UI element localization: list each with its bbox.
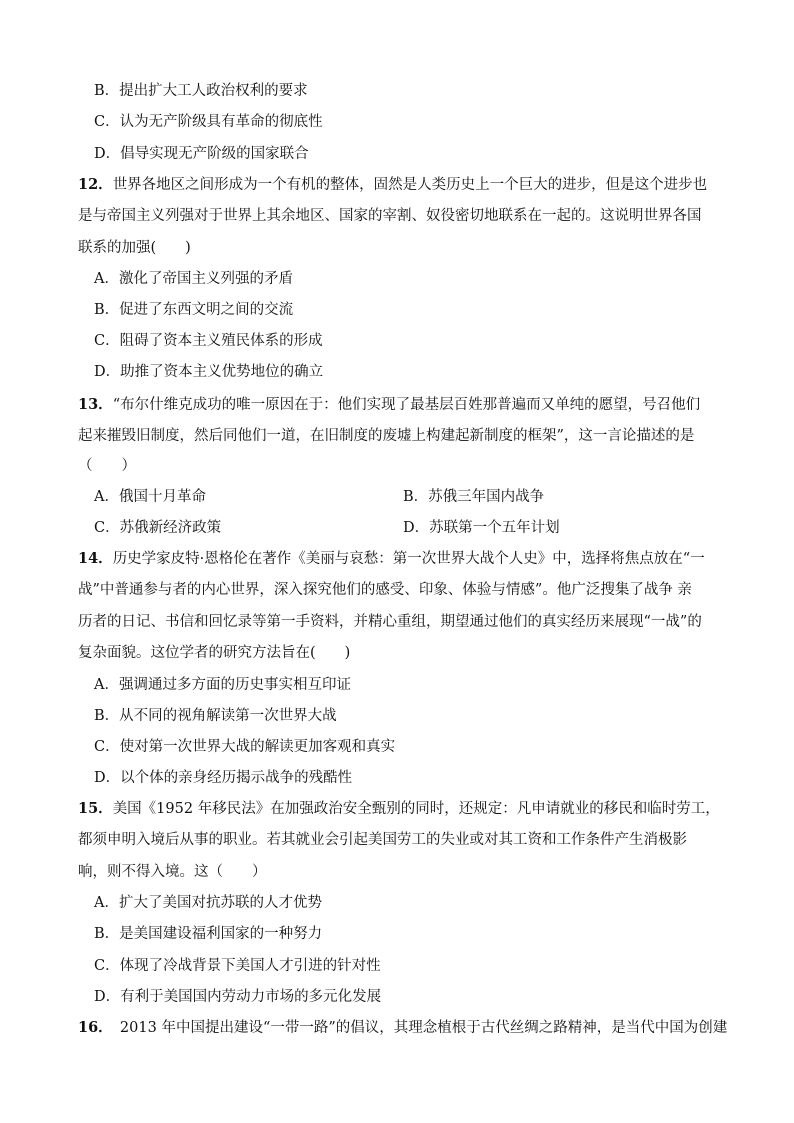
q12-option-c: C．阻碍了资本主义殖民体系的形成 — [94, 333, 323, 349]
q12-option-d: D．助推了资本主义优势地位的确立 — [94, 364, 324, 380]
q14-option-d: D．以个体的亲身经历揭示战争的残酷性 — [94, 770, 353, 786]
q13-option-d: D．苏联第一个五年计划 — [403, 520, 560, 536]
q16-stem-text-1: 2013 年中国提出建设“一带一路”的倡议，其理念植根于古代丝绸之路精神，是当代中国为创建 — [105, 1020, 728, 1036]
q16-number: 16． — [78, 1019, 106, 1036]
q14-stem-line-3: 历者的日记、书信和回忆录等第一手资料，并精心重组，期望通过他们的真实经历来展现“一战”的 — [78, 614, 702, 630]
q12-number: 12． — [78, 176, 113, 193]
q12-option-a: A．激化了帝国主义列强的矛盾 — [94, 271, 293, 287]
q12-stem-line-2: 是与帝国主义列强对于世界上其余地区、国家的宰割、奴役密切地联系在一起的。这说明世界各国 — [78, 208, 702, 224]
q12-stem-text-1: 世界各地区之间形成为一个有机的整体，固然是人类历史上一个巨大的进步，但是这个进步也 — [112, 177, 708, 193]
q13-option-c: C．苏俄新经济政策 — [94, 520, 222, 536]
q15-stem-line-3: 响，则不得入境。这（ ） — [78, 864, 267, 880]
q14-stem-line-2: 战”中普通参与者的内心世界，深入探究他们的感受、印象、体验与情感”。他广泛搜集了战争 亲 — [78, 582, 692, 598]
q11-option-d: D．倡导实现无产阶级的国家联合 — [94, 146, 309, 162]
q15-stem-line-2: 都须申明入境后从事的职业。若其就业会引起美国劳工的失业或对其工资和工作条件产生消极影 — [78, 832, 687, 848]
q16-stem-line-1 — [78, 1018, 727, 1038]
q15-option-b: B．是美国建设福利国家的一种努力 — [94, 926, 323, 942]
q14-stem-line-1 — [78, 549, 705, 569]
q13-option-b: B．苏俄三年国内战争 — [403, 489, 545, 505]
q11-option-c: C．认为无产阶级具有革命的彻底性 — [94, 114, 323, 130]
q11-option-b: B．提出扩大工人政治权利的要求 — [94, 83, 308, 99]
q15-option-c: C．体现了冷战背景下美国人才引进的针对性 — [94, 958, 381, 974]
q15-option-d: D．有利于美国国内劳动力市场的多元化发展 — [94, 989, 382, 1005]
q14-option-c: C．使对第一次世界大战的解读更加客观和真实 — [94, 739, 396, 755]
q15-option-a: A．扩大了美国对抗苏联的人才优势 — [94, 895, 322, 911]
q13-stem-line-2: 起来摧毁旧制度，然后同他们一道，在旧制度的废墟上构建起新制度的框架”，这一言论描述的是 — [78, 428, 695, 444]
q13-stem-line-1 — [78, 395, 700, 415]
q14-number: 14． — [78, 550, 113, 567]
q14-option-a: A．强调通过多方面的历史事实相互印证 — [94, 677, 351, 693]
q15-number: 15． — [78, 800, 113, 817]
q12-stem-line-1 — [78, 175, 707, 195]
q15-stem-line-1 — [78, 799, 720, 819]
q14-option-b: B．从不同的视角解读第一次世界大战 — [94, 708, 337, 724]
q12-stem-line-3: 联系的加强( ) — [78, 240, 191, 256]
q13-stem-text-1: “布尔什维克成功的唯一原因在于：他们实现了最基层百姓那普遍而又单纯的愿望，号召他们 — [112, 397, 701, 413]
q13-option-a: A．俄国十月革命 — [94, 489, 206, 505]
q14-stem-line-4: 复杂面貌。这位学者的研究方法旨在( ) — [78, 645, 351, 661]
q12-option-b: B．促进了东西文明之间的交流 — [94, 302, 294, 318]
q13-stem-line-3: （ ） — [78, 458, 136, 474]
q13-number: 13． — [78, 396, 113, 413]
q14-stem-text-1: 历史学家皮特·恩格伦在著作《美丽与哀愁：第一次世界大战个人史》中，选择将焦点放在“一 — [112, 551, 705, 567]
q15-stem-text-1: 美国《1952 年移民法》在加强政治安全甄别的同时，还规定：凡申请就业的移民和临时劳工， — [112, 801, 720, 817]
